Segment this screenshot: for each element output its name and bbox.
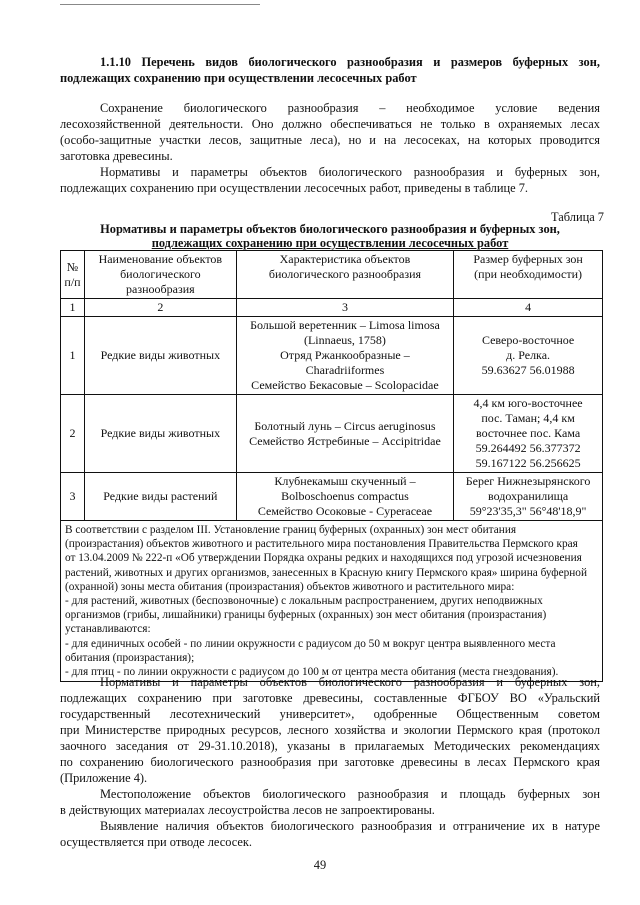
cell-line: 59.63627 56.01988 [481, 363, 575, 377]
text-line: (особо-защитные участки лесов, защитные леса), но и на лесосеках, на которых проводится [60, 133, 600, 147]
text-line: Сохранение биологического разнообразия – необходимое условие ведения [100, 101, 600, 115]
cell-line: Северо-восточное [481, 333, 575, 347]
intro-paragraph [60, 100, 600, 196]
text-line: подлежащих сохранению при заготовке древесины, составленные ФГБОУ ВО «Уральский [60, 691, 600, 705]
section-heading-line: 1.1.10 Перечень видов биологического разнообразия и размеров буферных зон, [100, 55, 600, 69]
table-title [60, 222, 600, 250]
note-line: - для птиц - по линии окружности с радиусом до 100 м от центра места обитания (места гнездования). [65, 666, 559, 679]
section-heading-line: подлежащих сохранению при осуществлении лесосечных работ [60, 71, 417, 85]
header-text: Размер буферных зон [473, 252, 583, 266]
buffer-zone-size [454, 395, 603, 473]
table-row [61, 317, 603, 395]
note-line: (произрастания) объектов животного и растительного мира постановления Правительства Пермского края [65, 538, 578, 551]
closing-paragraph [60, 674, 600, 850]
cell-line: 59°23'35,3" 56°48'18,9" [469, 504, 587, 518]
header-text: (при необходимости) [474, 267, 583, 281]
object-name: Редкие виды животных [84, 317, 236, 395]
column-number-row [61, 299, 603, 317]
header-text: № [66, 259, 79, 274]
text-line: (Приложение 4). [60, 771, 148, 785]
header-text: Характеристика объектов [279, 252, 411, 266]
text-line: заготовка древесины. [60, 149, 173, 163]
cell-line: 59.167122 56.256625 [475, 456, 581, 470]
row-number: 3 [61, 473, 85, 521]
cell-line: пос. Таман; 4,4 км [481, 411, 575, 425]
row-number: 1 [61, 317, 85, 395]
table-note-row [61, 521, 603, 682]
table-note [61, 521, 603, 682]
cell-line: Болотный лунь – Circus aeruginosus [254, 418, 436, 433]
cell-line: Большой веретенник – Limosa limosa [250, 318, 440, 332]
header-characteristic [236, 251, 453, 299]
cell-line: Bolboschoenus compactus [281, 489, 409, 503]
table-label: Таблица 7 [551, 210, 604, 224]
cell-line: д. Релка. [506, 348, 551, 362]
buffer-zone-size [454, 473, 603, 521]
header-text: Наименование объектов [98, 252, 223, 266]
section-heading [60, 54, 600, 86]
note-line: от 13.04.2009 № 222-п «Об утверждении Порядка охраны редких и находящихся под угрозой исчезновения [65, 552, 582, 565]
cell-line: Клубнекамыш скученный – [274, 474, 416, 488]
text-line: Нормативы и параметры объектов биологического разнообразия и буферных зон, [100, 675, 600, 689]
text-line: лесохозяйственной деятельности. Оно должно обеспечиваться не только в охраняемых лесах [60, 117, 600, 131]
page-number: 49 [313, 858, 327, 872]
cell-line: Семейство Осоковые - Cyperaceae [257, 504, 433, 518]
object-name: Редкие виды животных [84, 395, 236, 473]
cell-line: Берег Нижнезырянского [465, 474, 591, 488]
text-line: осуществляется при отводе лесосек. [60, 835, 253, 849]
header-buffer-size [454, 251, 603, 299]
text-line: при Министерстве природных ресурсов, лесного хозяйства и экологии Пермского края (протокол [60, 723, 600, 737]
cell-line: Charadriiformes [305, 363, 385, 377]
note-line: организмов (грибы, лишайники) границы буферных (охранных) зон мест обитания (произрастания) [65, 609, 547, 622]
object-characteristic [236, 473, 453, 521]
column-number: 2 [84, 299, 236, 317]
header-num [61, 251, 85, 299]
note-line: - для растений, животных (беспозвоночные) с локальным распространением, других неподвижных [65, 595, 543, 608]
cell-line: водохранилища [487, 489, 569, 503]
object-characteristic [236, 317, 453, 395]
text-line: в действующих материалах лесоустройства лесов не запроектированы. [60, 803, 435, 817]
table-row [61, 473, 603, 521]
note-line: (охранной) зоны места обитания (произрастания) объектов животного и растительного мира: [65, 580, 515, 593]
cell-line: Отряд Ржанкообразные – [280, 348, 410, 362]
column-number: 1 [61, 299, 85, 317]
header-text: разнообразия [126, 282, 195, 296]
top-rule [60, 4, 260, 5]
buffer-zone-size [454, 317, 603, 395]
table-header-row [61, 251, 603, 299]
header-name [84, 251, 236, 299]
note-line: растений, животных и других организмов, занесенных в Красную книгу Пермского края» ширина буферной [65, 566, 588, 579]
column-number: 3 [236, 299, 453, 317]
row-number: 2 [61, 395, 85, 473]
cell-line: (Linnaeus, 1758) [303, 333, 386, 347]
note-line: обитания (произрастания); [65, 651, 195, 664]
text-line: по сохранению биологического разнообразия при заготовке древесины в лесах Пермского края [60, 755, 600, 769]
cell-line: 59.264492 56.377372 [475, 441, 581, 455]
text-line: заочного заседания от 29-31.10.2018), указаны в прилагаемых Методических рекомендациях [60, 739, 600, 753]
cell-line: восточнее пос. Кама [476, 426, 581, 440]
table-row [61, 395, 603, 473]
table-title-line: подлежащих сохранению при осуществлении лесосечных работ [151, 236, 509, 250]
text-line: Выявление наличия объектов биологического разнообразия и отграничение их в натуре [100, 819, 600, 833]
object-characteristic [236, 395, 453, 473]
note-line: - для единичных особей - по линии окружности с радиусом до 50 м вокруг центра выявленного места [65, 637, 556, 650]
text-line: подлежащих сохранению при осуществлении лесосечных работ, приведены в таблице 7. [60, 181, 529, 195]
note-line: устанавливаются: [65, 623, 151, 636]
column-number: 4 [454, 299, 603, 317]
biodiversity-table [60, 250, 603, 682]
table-title-line: Нормативы и параметры объектов биологического разнообразия и буферных зон, [100, 222, 560, 236]
object-name: Редкие виды растений [84, 473, 236, 521]
note-line: В соответствии с разделом III. Установление границ буферных (охранных) зон мест обитания [65, 524, 517, 536]
text-line: Нормативы и параметры объектов биологического разнообразия и буферных зон, [100, 165, 600, 179]
header-text: биологического разнообразия [268, 267, 422, 281]
cell-line: Семейство Бекасовые – Scolopacidae [251, 378, 439, 392]
cell-line: Семейство Ястребиные – Accipitridae [249, 433, 441, 448]
header-text: п/п [64, 274, 81, 289]
cell-line: 4,4 км юго-восточнее [473, 396, 583, 410]
header-text: биологического [120, 267, 201, 281]
text-line: государственный лесотехнический университет», одобренные Общественным советом [60, 707, 600, 721]
text-line: Местоположение объектов биологического разнообразия и площадь буферных зон [100, 787, 600, 801]
